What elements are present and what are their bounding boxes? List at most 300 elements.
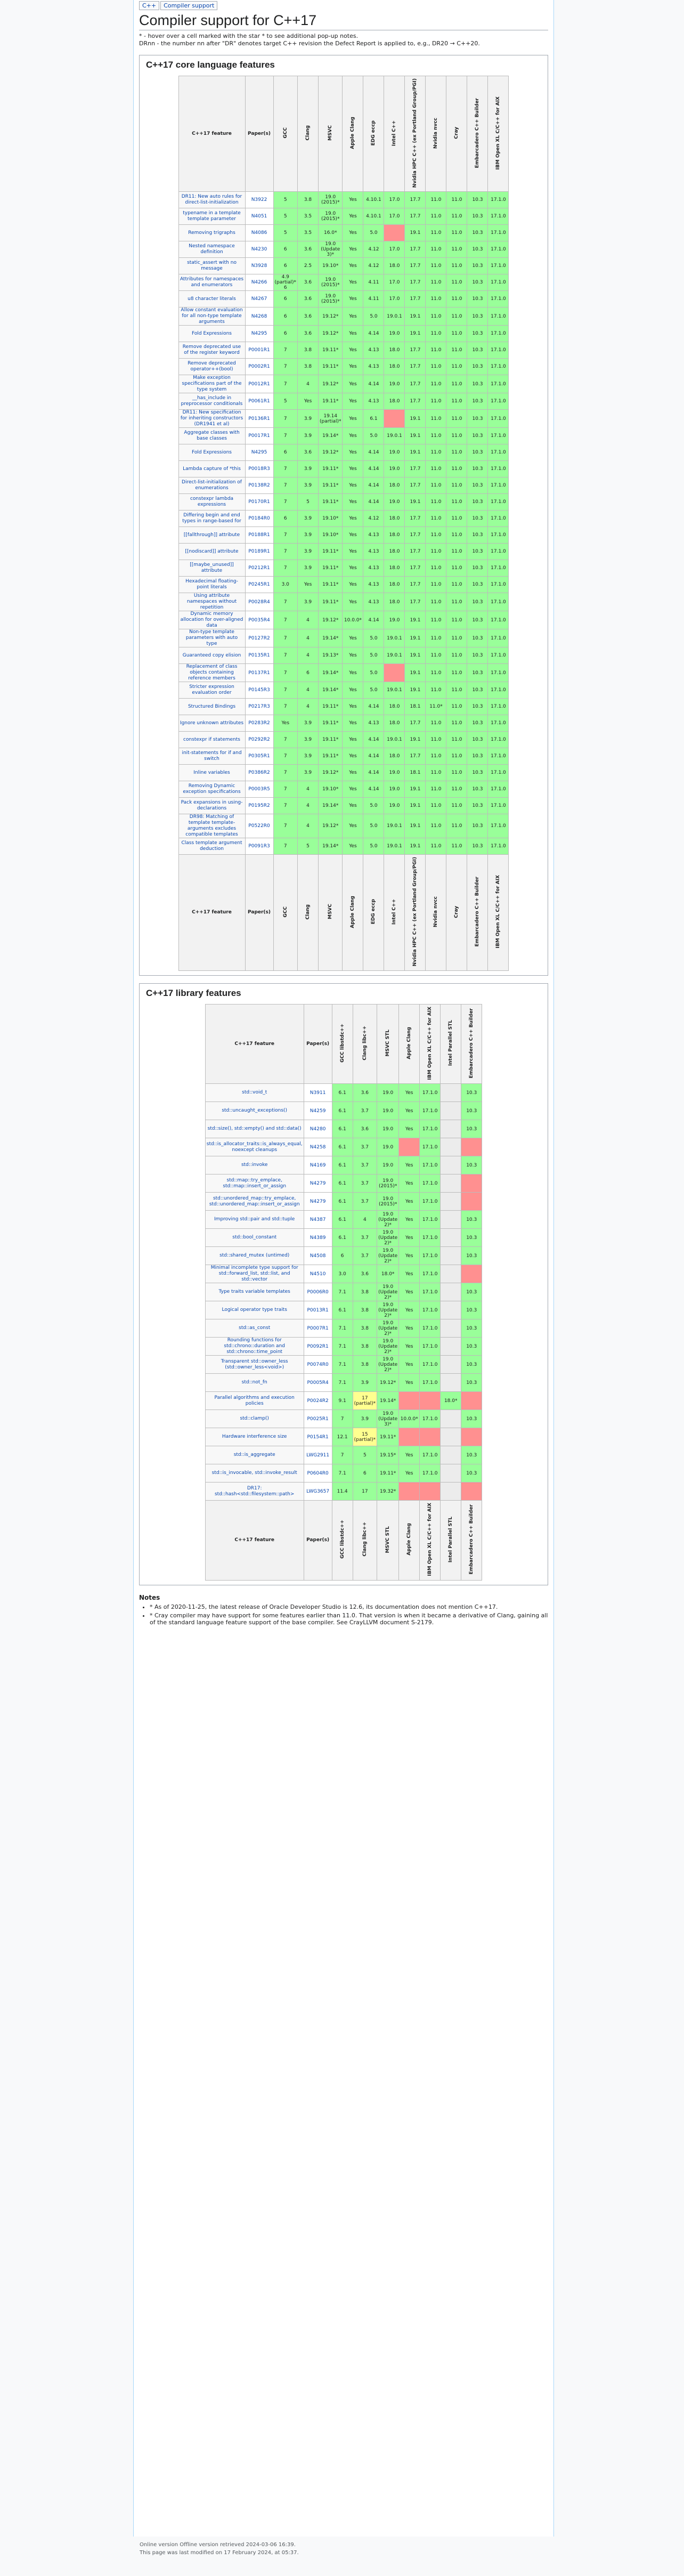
feature-link[interactable]: Direct-list-initialization of enumerations <box>178 477 245 494</box>
table-row <box>205 1229 482 1247</box>
support-cell: 7 <box>273 765 297 781</box>
breadcrumb-compiler-support[interactable]: Compiler support <box>160 1 217 10</box>
feature-link[interactable]: Type traits variable templates <box>205 1283 304 1301</box>
paper-link[interactable]: N4279 <box>304 1193 332 1211</box>
support-cell: 19.12* <box>319 375 343 393</box>
support-cell: 11.0 <box>426 274 446 291</box>
support-cell: 17.7 <box>405 748 426 765</box>
support-cell: 17.7 <box>405 477 426 494</box>
column-header: Apple Clang <box>399 1004 420 1083</box>
paper-link[interactable]: P0522R0 <box>245 814 273 838</box>
table-row <box>178 647 509 664</box>
feature-link[interactable]: std::invoke <box>205 1156 304 1174</box>
feature-link[interactable]: typename in a template template parameter <box>178 208 245 225</box>
feature-link[interactable]: constexpr lambda expressions <box>178 494 245 511</box>
paper-link[interactable]: P0245R1 <box>245 577 273 593</box>
feature-link[interactable]: std::size(), std::empty() and std::data() <box>205 1120 304 1138</box>
support-cell: 11.0 <box>446 560 467 577</box>
support-cell <box>441 1301 461 1319</box>
paper-link[interactable]: N4280 <box>304 1120 332 1138</box>
support-cell: 6 <box>273 511 297 527</box>
paper-link[interactable]: N4267 <box>245 291 273 307</box>
feature-link[interactable]: Hexadecimal floating-point literals <box>178 577 245 593</box>
support-cell <box>441 1193 461 1211</box>
paper-link[interactable]: P0025R1 <box>304 1410 332 1428</box>
feature-link[interactable]: Removing Dynamic exception specifications <box>178 781 245 798</box>
feature-link[interactable]: std::void_t <box>205 1084 304 1102</box>
support-cell <box>461 1392 482 1410</box>
support-cell: 17.7 <box>405 359 426 375</box>
feature-link[interactable]: Minimal incomplete type support for std::forward_list, std::list, and std::vector <box>205 1265 304 1283</box>
support-cell: 17.1.0 <box>488 393 509 410</box>
paper-link[interactable]: P0136R1 <box>245 410 273 428</box>
paper-link[interactable]: P0024R2 <box>304 1392 332 1410</box>
paper-link[interactable]: P0002R1 <box>245 359 273 375</box>
support-cell: 18.0 <box>384 359 405 375</box>
support-cell: 11.0 <box>426 511 446 527</box>
feature-link[interactable]: Improving std::pair and std::tuple <box>205 1211 304 1229</box>
support-cell: 6.1 <box>332 1138 353 1156</box>
support-cell: 3.9 <box>298 461 319 477</box>
column-header: Apple Clang <box>399 1501 420 1580</box>
paper-link[interactable]: P0061R1 <box>245 393 273 410</box>
support-cell: 19.1 <box>405 428 426 444</box>
feature-link[interactable]: Nested namespace definition <box>178 241 245 258</box>
support-cell: Yes <box>343 410 363 428</box>
table-row <box>178 765 509 781</box>
support-cell: Yes <box>399 1211 420 1229</box>
feature-link[interactable]: DR11: New auto rules for direct-list-initialization <box>178 192 245 208</box>
paper-link[interactable]: P0184R0 <box>245 511 273 527</box>
feature-link[interactable]: std::shared_mutex (untimed) <box>205 1247 304 1265</box>
feature-link[interactable]: Non-type template parameters with auto type <box>178 629 245 647</box>
table-row <box>178 326 509 342</box>
support-cell: 4 <box>298 682 319 699</box>
feature-link[interactable]: Transparent std::owner_less (std::owner_less<void>) <box>205 1356 304 1374</box>
support-cell: 17.7 <box>405 192 426 208</box>
feature-link[interactable]: std::is_invocable, std::invoke_result <box>205 1464 304 1483</box>
support-cell: Yes <box>343 393 363 410</box>
feature-link[interactable]: u8 character literals <box>178 291 245 307</box>
table-row <box>205 1338 482 1356</box>
support-cell: 17.1.0 <box>420 1374 441 1392</box>
feature-link[interactable]: Removing trigraphs <box>178 225 245 241</box>
feature-link[interactable]: Dynamic memory allocation for over-aligned data <box>178 611 245 629</box>
table-row <box>205 1265 482 1283</box>
feature-link[interactable]: constexpr if statements <box>178 732 245 748</box>
support-cell: 19.11* <box>319 577 343 593</box>
support-cell: 11.0 <box>446 208 467 225</box>
support-cell: 11.4 <box>332 1483 353 1501</box>
support-cell: 4.13 <box>363 577 384 593</box>
paper-link[interactable]: N4169 <box>304 1156 332 1174</box>
breadcrumb-cpp[interactable]: C++ <box>139 1 159 10</box>
paper-link[interactable]: P0013R1 <box>304 1301 332 1319</box>
support-cell: 3.9 <box>298 428 319 444</box>
feature-link[interactable]: std::unordered_map::try_emplace, std::unordered_map::insert_or_assign <box>205 1193 304 1211</box>
support-cell: 11.0 <box>446 241 467 258</box>
feature-link[interactable]: std::clamp() <box>205 1410 304 1428</box>
support-cell: 10.3 <box>467 291 488 307</box>
feature-link[interactable]: init-statements for if and switch <box>178 748 245 765</box>
feature-link[interactable]: std::is_allocator_traits::is_always_equal, noexcept cleanups <box>205 1138 304 1156</box>
support-cell: 10.3 <box>467 307 488 326</box>
support-cell: 11.0 <box>446 798 467 814</box>
paper-link[interactable]: P0005R4 <box>304 1374 332 1392</box>
support-cell: Yes <box>399 1265 420 1283</box>
feature-link[interactable]: Rounding functions for std::chrono::duration and std::chrono::time_point <box>205 1338 304 1356</box>
table-row <box>178 732 509 748</box>
feature-link[interactable]: Using attribute namespaces without repetition <box>178 593 245 611</box>
paper-link[interactable]: N4389 <box>304 1229 332 1247</box>
feature-link[interactable]: DR98: Matching of template template-arguments excludes compatible templates <box>178 814 245 838</box>
support-cell: 17.0 <box>384 241 405 258</box>
table-row <box>178 307 509 326</box>
support-cell: Yes <box>399 1174 420 1193</box>
feature-link[interactable]: Fold Expressions <box>178 444 245 461</box>
support-cell: Yes <box>399 1301 420 1319</box>
support-cell: 7.1 <box>332 1464 353 1483</box>
core-language-section <box>139 55 548 976</box>
support-cell: 11.0 <box>426 375 446 393</box>
feature-link[interactable]: std::not_fn <box>205 1374 304 1392</box>
paper-link[interactable]: N4258 <box>304 1138 332 1156</box>
support-cell <box>441 1265 461 1283</box>
support-cell: 3.0 <box>332 1265 353 1283</box>
paper-link[interactable]: N4259 <box>304 1102 332 1120</box>
paper-link[interactable]: P0028R4 <box>245 593 273 611</box>
support-cell: 3.8 <box>353 1301 377 1319</box>
support-cell: 19.0.1 <box>384 838 405 855</box>
support-cell: 18.1 <box>405 699 426 715</box>
support-cell: 3.8 <box>353 1319 377 1338</box>
support-cell <box>441 1283 461 1301</box>
feature-link[interactable]: Aggregate classes with base classes <box>178 428 245 444</box>
support-cell: 3.8 <box>298 359 319 375</box>
support-cell: 11.0 <box>446 527 467 544</box>
support-cell: 11.0 <box>446 444 467 461</box>
paper-link[interactable]: P0154R1 <box>304 1428 332 1446</box>
paper-link[interactable]: P0003R5 <box>245 781 273 798</box>
paper-link[interactable]: P0188R1 <box>245 527 273 544</box>
feature-link[interactable]: Structured Bindings <box>178 699 245 715</box>
support-cell: 19.0.1 <box>384 428 405 444</box>
support-cell: 19.0.1 <box>384 732 405 748</box>
paper-link[interactable]: N4086 <box>245 225 273 241</box>
paper-link[interactable]: N4508 <box>304 1247 332 1265</box>
feature-link[interactable]: Fold Expressions <box>178 326 245 342</box>
paper-link[interactable]: P0137R1 <box>245 664 273 682</box>
column-header: Clang libc++ <box>353 1501 377 1580</box>
feature-link[interactable]: Attributes for namespaces and enumerators <box>178 274 245 291</box>
support-cell: 6.1 <box>332 1229 353 1247</box>
feature-link[interactable]: Remove deprecated operator++(bool) <box>178 359 245 375</box>
support-cell: 10.3 <box>467 410 488 428</box>
paper-link[interactable]: P0127R2 <box>245 629 273 647</box>
support-cell: 19.1 <box>405 814 426 838</box>
feature-link[interactable]: Differing begin and end types in range-based for <box>178 511 245 527</box>
support-cell: 7 <box>273 461 297 477</box>
table-row <box>205 1374 482 1392</box>
support-cell: Yes <box>343 192 363 208</box>
paper-link[interactable]: P0012R1 <box>245 375 273 393</box>
feature-link[interactable]: std::is_aggregate <box>205 1446 304 1464</box>
support-cell: 7 <box>273 494 297 511</box>
paper-link[interactable]: N4295 <box>245 444 273 461</box>
column-header: EDG eccp <box>363 76 384 192</box>
feature-link[interactable]: Lambda capture of *this <box>178 461 245 477</box>
support-cell: 3.9 <box>298 715 319 732</box>
paper-link[interactable]: N4295 <box>245 326 273 342</box>
support-cell: 5.0 <box>363 647 384 664</box>
column-header: Nvidia nvcc <box>426 855 446 970</box>
support-cell: 18.0 <box>384 342 405 359</box>
feature-link[interactable]: std::map::try_emplace, std::map::insert_or_assign <box>205 1174 304 1193</box>
support-cell: 3.9 <box>298 593 319 611</box>
support-cell: 7 <box>273 359 297 375</box>
support-cell: 19.14* <box>319 629 343 647</box>
feature-link[interactable]: Ignore unknown attributes <box>178 715 245 732</box>
paper-link[interactable]: N3922 <box>245 192 273 208</box>
support-cell: 7 <box>332 1410 353 1428</box>
table-row <box>178 611 509 629</box>
column-header: Intel Parallel STL <box>441 1501 461 1580</box>
feature-link[interactable]: Remove deprecated use of the register keyword <box>178 342 245 359</box>
paper-link[interactable]: P0386R2 <box>245 765 273 781</box>
paper-link[interactable]: P0074R0 <box>304 1356 332 1374</box>
support-cell: 10.3 <box>461 1374 482 1392</box>
feature-link[interactable]: Guaranteed copy elision <box>178 647 245 664</box>
support-cell: 17.1.0 <box>488 307 509 326</box>
feature-link[interactable]: static_assert with no message <box>178 258 245 274</box>
support-cell: 16.0* <box>319 225 343 241</box>
feature-link[interactable]: std::as_const <box>205 1319 304 1338</box>
support-cell: Yes <box>343 477 363 494</box>
paper-link[interactable]: P0195R2 <box>245 798 273 814</box>
support-cell: 4.13 <box>363 393 384 410</box>
support-cell: 17.1.0 <box>420 1156 441 1174</box>
support-cell: 11.0 <box>446 375 467 393</box>
support-cell: 5 <box>298 838 319 855</box>
paper-link[interactable]: N4268 <box>245 307 273 326</box>
paper-link[interactable]: P0170R1 <box>245 494 273 511</box>
support-cell: 4 <box>298 647 319 664</box>
support-cell: 19.0.1 <box>384 629 405 647</box>
support-cell: 3.9 <box>298 511 319 527</box>
feature-link[interactable]: [[maybe_unused]] attribute <box>178 560 245 577</box>
support-cell: 11.0 <box>446 359 467 375</box>
paper-link[interactable]: P0604R0 <box>304 1464 332 1483</box>
support-cell: 19.14* <box>319 664 343 682</box>
feature-link[interactable]: Replacement of class objects containing reference members <box>178 664 245 682</box>
support-cell: 4.14 <box>363 611 384 629</box>
support-cell: 10.3 <box>467 375 488 393</box>
support-cell: 17.1.0 <box>420 1084 441 1102</box>
paper-link[interactable]: P0283R2 <box>245 715 273 732</box>
support-cell: 11.0 <box>426 814 446 838</box>
feature-link[interactable]: Pack expansions in using-declarations <box>178 798 245 814</box>
paper-link[interactable]: P0091R3 <box>245 838 273 855</box>
paper-link[interactable]: LWG3657 <box>304 1483 332 1501</box>
support-cell: 4.9 (partial)* 6 <box>273 274 297 291</box>
paper-link[interactable]: LWG2911 <box>304 1446 332 1464</box>
support-cell: 10.0.0* <box>343 611 363 629</box>
support-cell: 10.3 <box>461 1084 482 1102</box>
paper-link[interactable]: N4266 <box>245 274 273 291</box>
table-row <box>205 1392 482 1410</box>
paper-link[interactable]: N3911 <box>304 1084 332 1102</box>
feature-link[interactable]: std::bool_constant <box>205 1229 304 1247</box>
table-row <box>178 814 509 838</box>
notes-section <box>139 1594 548 1626</box>
table-row <box>178 359 509 375</box>
support-cell: 7.1 <box>332 1356 353 1374</box>
support-cell: 7.1 <box>332 1338 353 1356</box>
paper-link[interactable]: P0035R4 <box>245 611 273 629</box>
column-header: Embarcadero C++ Builder <box>461 1004 482 1083</box>
support-cell: 19.0 <box>377 1120 399 1138</box>
support-cell <box>441 1120 461 1138</box>
table-row <box>205 1356 482 1374</box>
support-cell: 6.1 <box>332 1156 353 1174</box>
paper-link[interactable]: N4387 <box>304 1211 332 1229</box>
support-cell: 3.9 <box>298 527 319 544</box>
paper-link[interactable]: P0305R1 <box>245 748 273 765</box>
table-row <box>178 444 509 461</box>
support-cell: 6.1 <box>332 1301 353 1319</box>
support-cell: 19.1 <box>405 664 426 682</box>
feature-link[interactable]: std::uncaught_exceptions() <box>205 1102 304 1120</box>
support-cell: 10.3 <box>467 477 488 494</box>
paper-link[interactable]: N4230 <box>245 241 273 258</box>
support-cell: 19.1 <box>405 682 426 699</box>
support-cell: 17.7 <box>405 342 426 359</box>
footer-links[interactable]: Online version Offline version retrieved 2024-03-06 16:39. <box>140 2542 296 2548</box>
support-cell: 19.11* <box>319 732 343 748</box>
support-cell: 19.0 (2015)* <box>319 208 343 225</box>
support-cell: 11.0 <box>446 342 467 359</box>
paper-link[interactable]: P0217R3 <box>245 699 273 715</box>
feature-link[interactable]: [[fallthrough]] attribute <box>178 527 245 544</box>
support-cell: Yes <box>273 715 297 732</box>
support-cell: 7 <box>273 560 297 577</box>
support-cell: 18.0 <box>384 577 405 593</box>
support-cell: 19.10* <box>319 527 343 544</box>
support-cell: 17.7 <box>405 258 426 274</box>
support-cell: 17.7 <box>405 208 426 225</box>
support-cell: 4.13 <box>363 544 384 560</box>
feature-link[interactable]: [[nodiscard]] attribute <box>178 544 245 560</box>
feature-link[interactable]: Inline variables <box>178 765 245 781</box>
support-cell <box>441 1174 461 1193</box>
support-cell: 3.7 <box>353 1174 377 1193</box>
column-header: EDG eccp <box>363 855 384 970</box>
feature-link[interactable]: __has_include in preprocessor conditionals <box>178 393 245 410</box>
support-cell: 3.7 <box>353 1229 377 1247</box>
feature-link[interactable]: Logical operator type traits <box>205 1301 304 1319</box>
support-cell: 17.7 <box>405 461 426 477</box>
support-cell: 19.0 (2015)* <box>319 274 343 291</box>
column-header: Apple Clang <box>343 76 363 192</box>
feature-link[interactable]: Hardware interference size <box>205 1428 304 1446</box>
support-cell: 17.1.0 <box>488 326 509 342</box>
support-cell: 10.3 <box>467 544 488 560</box>
support-cell: 10.3 <box>461 1410 482 1428</box>
support-cell: 19.11* <box>377 1464 399 1483</box>
table-row <box>178 781 509 798</box>
support-cell: 17.7 <box>405 593 426 611</box>
support-cell: 19.0 (Update 3)* <box>377 1410 399 1428</box>
paper-link[interactable]: P0001R1 <box>245 342 273 359</box>
paper-link[interactable]: N4510 <box>304 1265 332 1283</box>
table-row <box>205 1211 482 1229</box>
table-row <box>178 560 509 577</box>
support-cell: 4.14 <box>363 477 384 494</box>
support-cell: 19.12* <box>319 326 343 342</box>
support-cell: 7 <box>273 647 297 664</box>
support-cell: 17.1.0 <box>488 814 509 838</box>
support-cell: 12.1 <box>332 1428 353 1446</box>
support-cell: 19.1 <box>405 781 426 798</box>
paper-link[interactable]: N3928 <box>245 258 273 274</box>
feature-link[interactable]: DR11: New specification for inheriting constructors (DR1941 et al) <box>178 410 245 428</box>
paper-link[interactable]: P0135R1 <box>245 647 273 664</box>
support-cell: 10.3 <box>467 359 488 375</box>
paper-link[interactable]: P0017R1 <box>245 428 273 444</box>
support-cell: 10.0.0* <box>399 1410 420 1428</box>
support-cell: 19.11* <box>319 342 343 359</box>
support-cell: 17.1.0 <box>488 629 509 647</box>
table-row <box>205 1301 482 1319</box>
support-cell: 17.7 <box>405 393 426 410</box>
feature-link[interactable]: Class template argument deduction <box>178 838 245 855</box>
feature-link[interactable]: Allow constant evaluation for all non-type template arguments <box>178 307 245 326</box>
paper-link[interactable]: P0007R1 <box>304 1319 332 1338</box>
support-cell: 17.0 <box>384 274 405 291</box>
column-header: Intel Parallel STL <box>441 1004 461 1083</box>
support-cell: 10.3 <box>467 527 488 544</box>
feature-link[interactable]: DR17: std::hash<std::filesystem::path> <box>205 1483 304 1501</box>
support-cell: 11.0 <box>446 461 467 477</box>
support-cell: 11.0 <box>446 544 467 560</box>
support-cell: 19.0 (Update 2)* <box>377 1356 399 1374</box>
support-cell: 11.0 <box>446 765 467 781</box>
paper-link[interactable]: P0292R2 <box>245 732 273 748</box>
paper-link[interactable]: P0189R1 <box>245 544 273 560</box>
support-cell: 4.14 <box>363 765 384 781</box>
paper-link[interactable]: N4279 <box>304 1174 332 1193</box>
feature-link[interactable]: Stricter expression evaluation order <box>178 682 245 699</box>
paper-link[interactable]: P0138R2 <box>245 477 273 494</box>
table-row <box>205 1483 482 1501</box>
paper-link[interactable]: P0006R0 <box>304 1283 332 1301</box>
support-cell: Yes <box>343 593 363 611</box>
paper-link[interactable]: P0212R1 <box>245 560 273 577</box>
table-row <box>178 258 509 274</box>
column-header: C++17 feature <box>178 76 245 192</box>
support-cell: 7 <box>273 781 297 798</box>
table-row <box>178 511 509 527</box>
paper-link[interactable]: P0018R3 <box>245 461 273 477</box>
paper-link[interactable]: P0092R1 <box>304 1338 332 1356</box>
paper-link[interactable]: N4051 <box>245 208 273 225</box>
feature-link[interactable]: Parallel algorithms and execution policies <box>205 1392 304 1410</box>
support-cell: 10.3 <box>461 1229 482 1247</box>
feature-link[interactable]: Make exception specifications part of the type system <box>178 375 245 393</box>
support-cell: 6.1 <box>332 1120 353 1138</box>
core-heading: C++17 core language features <box>146 60 275 70</box>
paper-link[interactable]: P0145R3 <box>245 682 273 699</box>
